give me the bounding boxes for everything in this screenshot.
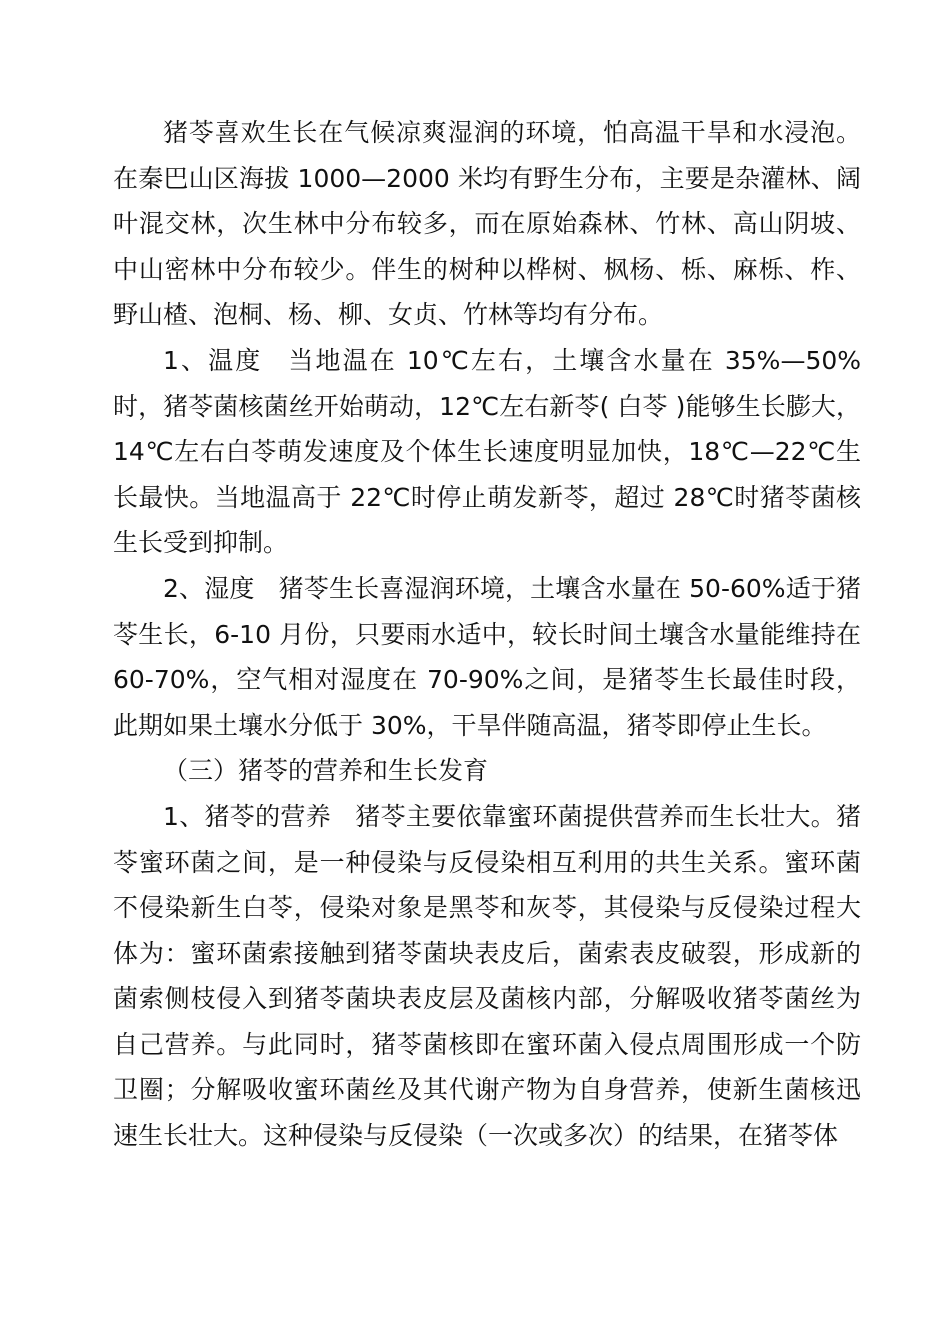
paragraph-habitat-text: 猪苓喜欢生长在气候凉爽湿润的环境，怕高温干旱和水浸泡。在秦巴山区海拔 1000—2000 米均有野生分布，主要是杂灌林、阔叶混交林，次生林中分布较多，而在原始森林、竹林、高山阴坡、中山密林中分布较少。伴生的树种以桦树、枫杨、栎、麻栎、柞、野山楂、泡桐、杨、柳、女贞、竹林等均有分布。: [113, 118, 861, 330]
paragraph-habitat: [113, 110, 861, 338]
temperature-text: 当地温在 10℃左右，土壤含水量在 35%—50%时，猪苓菌核菌丝开始萌动，12℃左右新苓( 白苓 )能够生长膨大，14℃左右白苓萌发速度及个体生长速度明显加快，18℃—22℃生长最快。当地温高于 22℃时停止萌发新苓，超过 28℃时猪苓菌核生长受到抑制。: [113, 345, 862, 558]
humidity-text: 猪苓生长喜湿润环境，土壤含水量在 50-60%适于猪苓生长，6-10 月份，只要雨水适中，较长时间土壤含水量能维持在 60-70%，空气相对湿度在 70-90%之间，是猪苓生长最佳时段，此期如果土壤水分低于 30%，干旱伴随高温，猪苓即停止生长。: [113, 573, 861, 740]
nutrition-label: 1、猪苓的营养: [163, 801, 331, 831]
section-heading-text: （三）猪苓的营养和生长发育: [163, 756, 489, 786]
document-page: [113, 110, 861, 1159]
temperature-label: 1、温度: [163, 345, 263, 375]
paragraph-humidity: [113, 566, 861, 748]
section-heading: [113, 748, 861, 794]
paragraph-nutrition: [113, 794, 861, 1159]
nutrition-text: 猪苓主要依靠蜜环菌提供营养而生长壮大。猪苓蜜环菌之间，是一种侵染与反侵染相互利用的共生关系。蜜环菌不侵染新生白苓，侵染对象是黑苓和灰苓，其侵染与反侵染过程大体为：蜜环菌索接触到猪苓菌块表皮后，菌索表皮破裂，形成新的菌索侧枝侵入到猪苓菌块表皮层及菌核内部，分解吸收猪苓菌丝为自己营养。与此同时，猪苓菌核即在蜜环菌入侵点周围形成一个防卫圈；分解吸收蜜环菌丝及其代谢产物为自身营养，使新生菌核迅速生长壮大。这种侵染与反侵染（一次或多次）的结果，在猪苓体: [113, 801, 861, 1151]
paragraph-temperature: [113, 338, 861, 566]
humidity-label: 2、湿度: [163, 573, 255, 603]
